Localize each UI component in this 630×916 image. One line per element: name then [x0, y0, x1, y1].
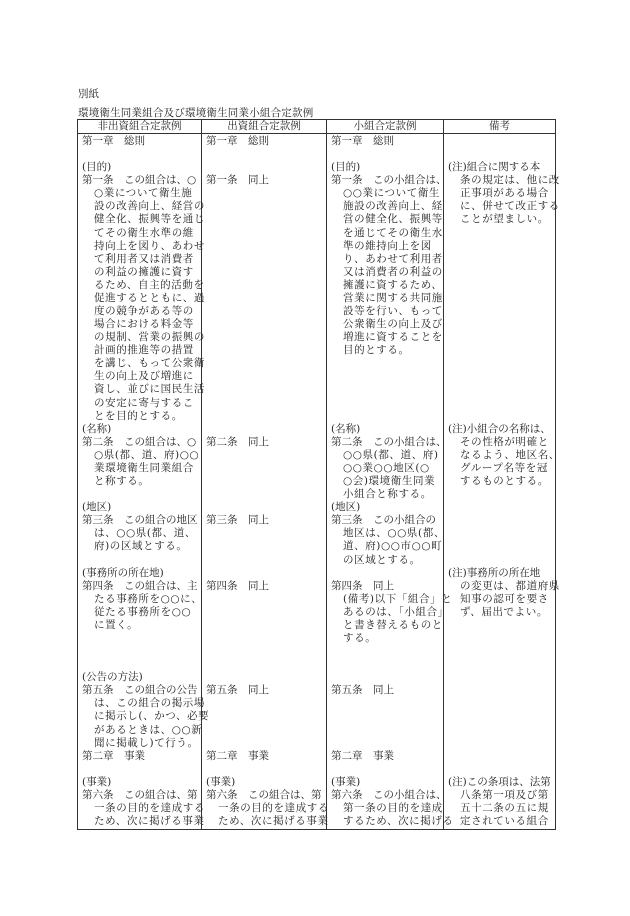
- blank-line: [206, 370, 323, 383]
- blank-line: [206, 383, 323, 396]
- blank-line: [206, 724, 323, 737]
- text-line: 第四条 同上: [331, 579, 394, 592]
- blank-line: [206, 161, 323, 174]
- blank-line: [206, 227, 323, 240]
- text-line: 第一章 総則: [206, 135, 269, 147]
- blank-line: [448, 148, 552, 161]
- text-line: 設の改善向上、経営の: [94, 200, 205, 213]
- blank-line: [206, 292, 323, 305]
- blank-line: [206, 619, 323, 632]
- blank-line: [448, 305, 552, 318]
- blank-line: [448, 737, 552, 750]
- blank-line: [448, 344, 552, 357]
- text-line: 第二章 事業: [206, 749, 269, 762]
- blank-line: [448, 645, 552, 658]
- column-body: [327, 134, 454, 828]
- text-line: 知事の認可を要さ: [460, 592, 549, 605]
- text-line: は、この組合の掲示場: [94, 697, 205, 710]
- column-header: 小組合定款例: [327, 120, 443, 134]
- blank-line: [448, 253, 552, 266]
- column-non-investment: [78, 120, 210, 829]
- blank-line: [206, 331, 323, 344]
- text-line: ○○業○○地区(○: [343, 461, 430, 474]
- text-line: 生の向上及び増進に: [94, 370, 194, 383]
- blank-line: [82, 658, 198, 671]
- text-line: ことが望ましい。: [460, 213, 549, 226]
- blank-line: [448, 554, 552, 567]
- blank-line: [206, 658, 323, 671]
- text-line: 営業に関する共同施: [343, 291, 443, 304]
- blank-line: [206, 357, 323, 370]
- text-line: は、○○県(都、道、: [94, 527, 196, 540]
- text-line: 擁護に資するため、: [343, 278, 443, 291]
- blank-line: [206, 501, 323, 514]
- text-line: の区域とする。: [343, 553, 421, 566]
- text-line: ○○業について衛生: [343, 187, 441, 200]
- blank-line: [206, 266, 323, 279]
- text-line: 第四条 この組合は、主: [82, 579, 198, 592]
- text-line: 準の維持向上を図: [343, 239, 432, 252]
- text-line: たる事務所を○○に、: [94, 592, 203, 605]
- column-header: 備考: [444, 120, 555, 134]
- blank-line: [448, 632, 552, 645]
- text-line: て利用者又は消費者: [94, 252, 194, 265]
- text-line: ず、届出でよい。: [460, 605, 548, 618]
- blank-line: [331, 724, 440, 737]
- blank-line: [206, 697, 323, 710]
- blank-line: [448, 763, 552, 776]
- blank-line: [206, 567, 323, 580]
- blank-line: [448, 750, 552, 763]
- blank-line: [206, 410, 323, 423]
- text-line: に置く。: [94, 618, 139, 631]
- text-line: を講じ、もって公衆衛: [94, 357, 205, 370]
- text-line: 第一条 この小組合は、: [331, 174, 447, 187]
- blank-line: [448, 135, 552, 148]
- blank-line: [448, 540, 552, 553]
- text-line: (事業): [82, 775, 112, 788]
- text-line: 第三条 この組合の地区: [82, 514, 198, 527]
- text-line: (名称): [82, 422, 112, 435]
- text-line: てその衛生水準の維: [94, 226, 194, 239]
- text-line: り、あわせて利用者: [343, 252, 443, 265]
- text-line: (目的): [82, 161, 112, 174]
- blank-line: [206, 305, 323, 318]
- text-line: 促進するとともに、過: [94, 291, 205, 304]
- text-line: 八条第一項及び第: [460, 788, 549, 801]
- text-line: に掲示し(、かつ、必要: [94, 710, 210, 723]
- text-line: 目的とする。: [343, 344, 410, 357]
- text-line: するものとする。: [460, 475, 549, 488]
- blank-line: [331, 383, 440, 396]
- blank-line: [206, 632, 323, 645]
- blank-line: [206, 593, 323, 606]
- text-line: 第四条 同上: [206, 579, 269, 592]
- blank-line: [448, 619, 552, 632]
- blank-line: [448, 658, 552, 671]
- text-line: 施設の改善向上、経: [343, 200, 443, 213]
- blank-line: [331, 763, 440, 776]
- blank-line: [206, 606, 323, 619]
- blank-line: [82, 763, 198, 776]
- text-line: 道、府)○○市○○町: [343, 540, 443, 553]
- text-line: 業環境衛生同業組合: [94, 461, 194, 474]
- text-line: 第三条 この小組合の: [331, 514, 436, 527]
- text-line: その性格が明確と: [460, 435, 549, 448]
- text-line: と書き替えるものと: [343, 618, 443, 631]
- text-line: 五十二条の五に規: [460, 801, 549, 814]
- text-line: するため、次に掲げる: [343, 815, 454, 828]
- text-line: 地区は、○○県(都、: [343, 527, 445, 540]
- text-line: (注)事務所の所在地: [448, 566, 541, 579]
- text-line: 第一条の目的を達成: [343, 801, 443, 814]
- text-line: (公告の方法): [82, 671, 143, 684]
- text-line: (事業): [331, 775, 361, 788]
- blank-line: [448, 724, 552, 737]
- text-line: 第六条 この組合は、第: [206, 788, 322, 801]
- blank-line: [331, 710, 440, 723]
- blank-line: [331, 737, 440, 750]
- blank-line: [206, 554, 323, 567]
- text-line: ○○県(都、道、府): [343, 448, 439, 461]
- blank-line: [206, 397, 323, 410]
- text-line: 場合における料金等: [94, 318, 194, 331]
- blank-line: [331, 370, 440, 383]
- text-line: する。: [343, 631, 377, 644]
- blank-line: [206, 240, 323, 253]
- blank-line: [206, 540, 323, 553]
- blank-line: [206, 710, 323, 723]
- column-body: [444, 134, 560, 828]
- blank-line: [206, 344, 323, 357]
- blank-line: [206, 318, 323, 331]
- text-line: とを目的とする。: [94, 409, 183, 422]
- blank-line: [206, 645, 323, 658]
- text-line: 正事項がある場合: [460, 187, 549, 200]
- column-body: [202, 134, 329, 828]
- blank-line: [448, 410, 552, 423]
- blank-line: [331, 357, 440, 370]
- blank-line: [206, 213, 323, 226]
- text-line: 第三条 同上: [206, 514, 269, 527]
- blank-line: [82, 488, 198, 501]
- text-line: と称する。: [94, 475, 150, 488]
- text-line: ○県(都、道、府)○○: [94, 448, 200, 461]
- blank-line: [206, 475, 323, 488]
- text-line: に、併せて改正する: [460, 200, 560, 213]
- text-line: 第五条 同上: [331, 684, 394, 697]
- blank-line: [448, 697, 552, 710]
- text-line: 又は消費者の利益の: [343, 265, 443, 278]
- text-line: ため、次に掲げる事業: [218, 815, 329, 828]
- blank-line: [331, 697, 440, 710]
- text-line: 第二条 同上: [206, 435, 269, 448]
- text-line: 第六条 この組合は、第: [82, 788, 198, 801]
- text-line: (地区): [82, 501, 112, 514]
- text-line: 第一章 総則: [331, 135, 394, 147]
- text-line: ため、次に掲げる事業: [94, 815, 205, 828]
- text-line: 持向上を図り、あわせ: [94, 239, 205, 252]
- blank-line: [448, 266, 552, 279]
- text-line: 第五条 この組合の公告: [82, 684, 198, 697]
- column-small-union: [327, 120, 454, 829]
- blank-line: [448, 292, 552, 305]
- text-line: (地区): [331, 501, 361, 514]
- text-line: 一条の目的を達成する: [218, 801, 329, 814]
- blank-line: [448, 501, 552, 514]
- articles-comparison-table: [77, 119, 560, 830]
- blank-line: [331, 671, 440, 684]
- text-line: 条の規定は、他に改: [460, 174, 560, 187]
- blank-line: [206, 488, 323, 501]
- blank-line: [448, 710, 552, 723]
- text-line: があるときは、○○新: [94, 723, 203, 736]
- text-line: 公衆衛生の向上及び: [343, 318, 443, 331]
- text-line: 第六条 この小組合は、: [331, 788, 447, 801]
- text-line: 第二条 この組合は、○: [82, 435, 197, 448]
- text-line: 第一条 同上: [206, 174, 269, 187]
- text-line: 営の健全化、振興等: [343, 213, 443, 226]
- blank-line: [448, 331, 552, 344]
- text-line: 聞に掲載し)て行う。: [94, 736, 199, 749]
- blank-line: [448, 671, 552, 684]
- text-line: ○業について衛生施: [94, 187, 193, 200]
- blank-line: [448, 527, 552, 540]
- blank-line: [448, 318, 552, 331]
- blank-line: [448, 488, 552, 501]
- text-line: 府)の区域とする。: [94, 540, 188, 553]
- blank-line: [331, 567, 440, 580]
- text-line: 第二章 事業: [82, 749, 145, 762]
- text-line: 設等を行い、もって: [343, 305, 443, 318]
- blank-line: [206, 737, 323, 750]
- blank-line: [206, 763, 323, 776]
- blank-line: [448, 240, 552, 253]
- text-line: 第二章 事業: [331, 749, 394, 762]
- blank-line: [448, 514, 552, 527]
- text-line: (名称): [331, 422, 361, 435]
- column-body: [78, 134, 210, 828]
- blank-line: [448, 684, 552, 697]
- attachment-label: 別紙: [78, 88, 99, 100]
- blank-line: [206, 279, 323, 292]
- text-line: あるのは、「小組合」: [343, 605, 449, 618]
- blank-line: [82, 554, 198, 567]
- text-line: (事務所の所在地): [82, 566, 164, 579]
- text-line: 第二条 この小組合は、: [331, 435, 447, 448]
- blank-line: [448, 370, 552, 383]
- blank-line: [206, 253, 323, 266]
- text-line: を通じてその衛生水: [343, 226, 443, 239]
- text-line: 計画的推進等の措置: [94, 344, 194, 357]
- blank-line: [448, 279, 552, 292]
- text-line: の変更は、都道府県: [460, 579, 560, 592]
- text-line: 第一章 総則: [82, 135, 145, 147]
- text-line: るため、自主的活動を: [94, 278, 205, 291]
- text-line: 健全化、振興等を通じ: [94, 213, 205, 226]
- blank-line: [448, 397, 552, 410]
- document-title: 環境衛生同業組合及び環境衛生同業小組合定款例: [78, 107, 314, 119]
- blank-line: [206, 462, 323, 475]
- text-line: 小組合と称する。: [343, 488, 432, 501]
- blank-line: [331, 658, 440, 671]
- blank-line: [82, 632, 198, 645]
- blank-line: [206, 187, 323, 200]
- text-line: 一条の目的を達成する: [94, 801, 205, 814]
- text-line: の規制、営業の振興の: [94, 331, 205, 344]
- blank-line: [206, 527, 323, 540]
- blank-line: [448, 357, 552, 370]
- text-line: (注)この条項は、法第: [448, 775, 551, 788]
- blank-line: [331, 410, 440, 423]
- blank-line: [448, 383, 552, 396]
- column-investment: [202, 120, 327, 829]
- text-line: (事業): [206, 775, 236, 788]
- text-line: (備考)以下「組合」と: [343, 592, 453, 605]
- blank-line: [206, 200, 323, 213]
- text-line: (注)組合に関する本: [448, 161, 541, 174]
- text-line: の利益の擁護に資す: [94, 265, 194, 278]
- text-line: ○会)環境衛生同業: [343, 475, 436, 488]
- column-remarks: [444, 120, 560, 829]
- text-line: 定されている組合: [460, 815, 549, 828]
- column-header: 出資組合定款例: [202, 120, 326, 134]
- text-line: 従たる事務所を○○: [94, 605, 192, 618]
- blank-line: [331, 148, 440, 161]
- blank-line: [82, 645, 198, 658]
- column-header: 非出資組合定款例: [78, 120, 201, 134]
- text-line: (注)小組合の名称は、: [448, 422, 551, 435]
- blank-line: [206, 671, 323, 684]
- blank-line: [206, 148, 323, 161]
- text-line: 第五条 同上: [206, 684, 269, 697]
- blank-line: [331, 397, 440, 410]
- text-line: なるよう、地区名、: [460, 448, 560, 461]
- text-line: グループ名等を冠: [460, 461, 548, 474]
- blank-line: [331, 645, 440, 658]
- blank-line: [206, 423, 323, 436]
- blank-line: [448, 227, 552, 240]
- blank-line: [206, 449, 323, 462]
- blank-line: [82, 148, 198, 161]
- text-line: 度の競争がある等の: [94, 305, 194, 318]
- text-line: 第一条 この組合は、○: [82, 174, 197, 187]
- text-line: の安定に寄与するこ: [94, 396, 194, 409]
- text-line: (目的): [331, 161, 361, 174]
- text-line: 資し、並びに国民生活: [94, 383, 205, 396]
- text-line: 増進に資することを: [343, 331, 443, 344]
